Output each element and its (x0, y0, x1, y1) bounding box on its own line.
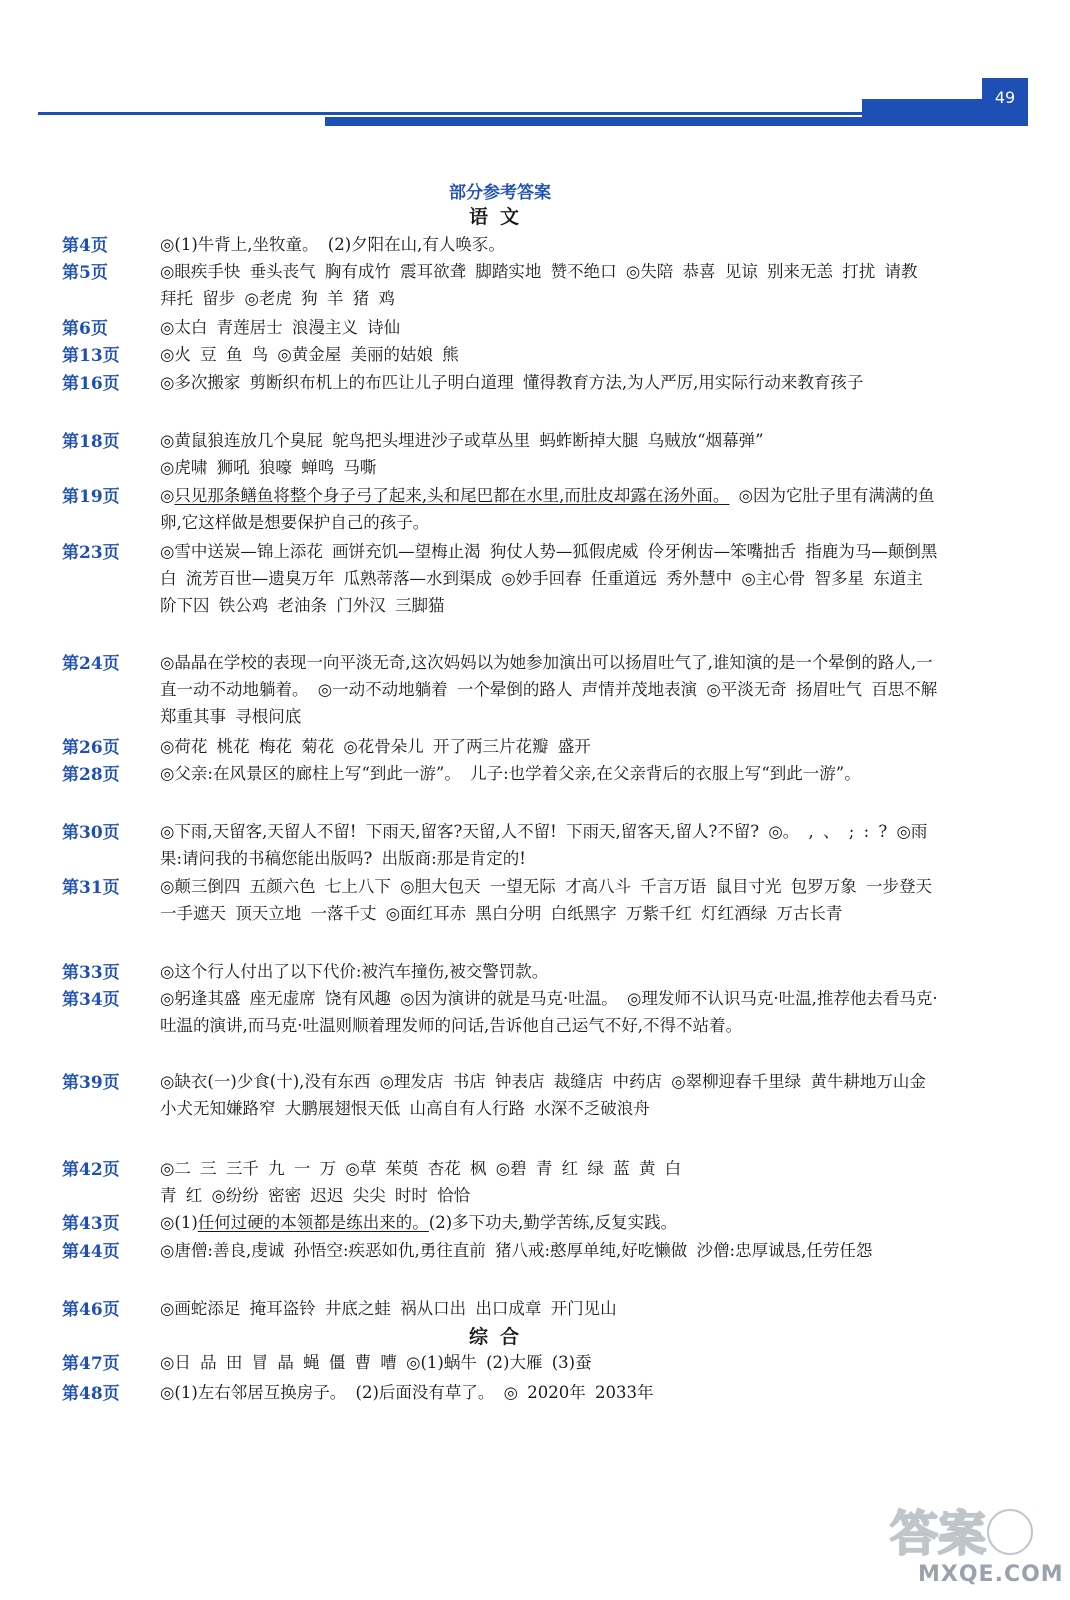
answer-segment: ◎虎啸 狮吼 狼嚎 蝉鸣 马嘶 (160, 458, 377, 477)
answer-entry (62, 1295, 942, 1322)
answer-entry (62, 538, 942, 619)
page-label: 第43页 (62, 1214, 120, 1234)
answer-text (160, 369, 942, 396)
answer-text (160, 873, 942, 927)
answer-text (160, 1068, 942, 1122)
page-label: 第18页 (62, 432, 120, 452)
answer-entry (62, 341, 942, 368)
answer-text (160, 958, 942, 985)
answer-segment: ◎缺衣(一)少食(十),没有东西 ◎理发店 书店 钟表店 裁缝店 中药店 ◎翠柳迎春千里绿 黄牛耕地万山金 小犬无知嫌路窄 大鹏展翅恨天低 山高自有人行路 水深不乏破浪舟 (160, 1072, 926, 1118)
answer-segment: ◎父亲:在风景区的廊柱上写“到此一游”。 儿子:也学着父亲,在父亲背后的衣服上写“到此一游”。 (160, 764, 861, 783)
answer-segment: ◎下雨,天留客,天留人不留! 下雨天,留客?天留,人不留! 下雨天,留客天,留人?不留? ◎。 , 、 ; : ? ◎雨果:请问我的书稿您能出版吗? 出版商:那是肯定的! (160, 822, 928, 868)
answer-segment: ◎太白 青莲居士 浪漫主义 诗仙 (160, 318, 401, 337)
answer-text (160, 1155, 942, 1209)
underlined-answer: 任何过硬的本领都是练出来的。 (197, 1213, 429, 1232)
underlined-answer: 只见那条鳝鱼将整个身子弓了起来,头和尾巴都在水里,而肚皮却露在汤外面。 (174, 486, 730, 505)
page-label: 第31页 (62, 878, 120, 898)
answer-entry (62, 231, 942, 258)
page-label: 第42页 (62, 1160, 120, 1180)
answer-entry (62, 427, 942, 481)
answer-entry (62, 818, 942, 872)
answer-entry (62, 482, 942, 536)
answer-text (160, 760, 942, 787)
answer-entry (62, 985, 942, 1039)
header-bar (325, 117, 1028, 126)
page-label: 第44页 (62, 1242, 120, 1262)
page-label: 第19页 (62, 487, 120, 507)
page-label: 第47页 (62, 1354, 120, 1374)
page-label: 第48页 (62, 1384, 120, 1404)
answer-text (160, 538, 942, 619)
page-label: 第26页 (62, 738, 120, 758)
page-label: 第28页 (62, 765, 120, 785)
answer-entry (62, 369, 942, 396)
answer-segment: ◎因为它肚子里有满满的鱼卵,它这样做是想要保护自己的孩子。 (160, 486, 935, 532)
answer-segment: ◎这个行人付出了以下代价:被汽车撞伤,被交警罚款。 (160, 962, 549, 981)
answer-segment: (2)多下功夫,勤学苦练,反复实践。 (428, 1213, 678, 1232)
answer-segment: ◎眼疾手快 垂头丧气 胸有成竹 震耳欲聋 脚踏实地 赞不绝口 ◎失陪 恭喜 见谅 别来无恙 打扰 请教 拜托 留步 ◎老虎 狗 羊 猪 鸡 (160, 262, 918, 308)
page-title: 部分参考答案 (449, 183, 551, 203)
answer-text (160, 1349, 942, 1376)
page-label: 第33页 (62, 963, 120, 983)
answer-entry (62, 1349, 942, 1376)
page-label: 第34页 (62, 990, 120, 1010)
answer-text (160, 341, 942, 368)
answer-entry (62, 314, 942, 341)
answer-segment: ◎雪中送炭—锦上添花 画饼充饥—望梅止渴 狗仗人势—狐假虎威 伶牙俐齿—笨嘴拙舌 指鹿为马—颠倒黑白 流芳百世—遗臭万年 瓜熟蒂落—水到渠成 ◎妙手回春 任重道远 秀外慧中 ◎主心骨 智多星 东道主 阶下囚 铁公鸡 老油条 门外汉 三脚猫 (160, 542, 938, 615)
answer-segment: ◎多次搬家 剪断织布机上的布匹让儿子明白道理 懂得教育方法,为人严厉,用实际行动来教育孩子 (160, 373, 864, 392)
answer-entry (62, 760, 942, 787)
answer-text (160, 231, 942, 258)
answer-entry (62, 1237, 942, 1264)
page-label: 第4页 (62, 236, 108, 256)
answer-entry (62, 1068, 942, 1122)
answer-text (160, 1379, 942, 1406)
answer-segment: 青 红 ◎纷纷 密密 迟迟 尖尖 时时 恰恰 (160, 1186, 471, 1205)
page-label: 第13页 (62, 346, 120, 366)
answer-segment: ◎晶晶在学校的表现一向平淡无奇,这次妈妈以为她参加演出可以扬眉吐气了,谁知演的是一个晕倒的路人,一直一动不动地躺着。 ◎一动不动地躺着 一个晕倒的路人 声情并茂地表演 ◎平淡无奇 扬眉吐气 百思不解 郑重其事 寻根问底 (160, 653, 938, 726)
answer-segment: ◎躬逢其盛 座无虚席 饶有风趣 ◎因为演讲的就是马克·吐温。 ◎理发师不认识马克·吐温,推荐他去看马克·吐温的演讲,而马克·吐温则顺着理发师的问话,告诉他自己运气不好,不得不站着。 (160, 989, 938, 1035)
watermark-url: MXQE.COM (918, 1562, 1064, 1587)
page-label: 第30页 (62, 823, 120, 843)
answer-entry (62, 258, 942, 312)
answer-entry (62, 873, 942, 927)
answer-text (160, 733, 942, 760)
answer-entry (62, 733, 942, 760)
page-label: 第16页 (62, 374, 120, 394)
answer-entry (62, 649, 942, 730)
answer-segment: ◎日 品 田 冒 晶 蝇 僵 曹 嘈 ◎(1)蜗牛 (2)大雁 (3)蚕 (160, 1353, 592, 1372)
answer-text (160, 482, 942, 536)
answer-entry (62, 1155, 942, 1209)
answer-text (160, 314, 942, 341)
answer-segment: ◎(1)牛背上,坐牧童。 (2)夕阳在山,有人唤豕。 (160, 235, 505, 254)
answer-text (160, 427, 942, 481)
page-label: 第24页 (62, 654, 120, 674)
answer-segment: ◎唐僧:善良,虔诚 孙悟空:疾恶如仇,勇往直前 猪八戒:憨厚单纯,好吃懒做 沙僧:忠厚诚恳,任劳任怨 (160, 1241, 873, 1260)
answer-entry (62, 958, 942, 985)
answer-text (160, 1237, 942, 1264)
answer-segment: ◎(1)左右邻居互换房子。 (2)后面没有草了。 ◎ 2020年 2033年 (160, 1383, 654, 1402)
subject-heading-comprehensive: 综合 (468, 1326, 531, 1348)
answer-text (160, 818, 942, 872)
answer-text (160, 985, 942, 1039)
answer-text (160, 258, 942, 312)
page-label: 第6页 (62, 319, 108, 339)
answer-segment: ◎画蛇添足 掩耳盗铃 井底之蛙 祸从口出 出口成章 开门见山 (160, 1299, 617, 1318)
svg-text:答案: 答案 (890, 1506, 987, 1562)
answer-entry (62, 1379, 942, 1406)
answer-segment: ◎荷花 桃花 梅花 菊花 ◎花骨朵儿 开了两三片花瓣 盛开 (160, 737, 591, 756)
page-label: 第5页 (62, 263, 108, 283)
subject-heading-chinese: 语文 (468, 206, 531, 228)
answer-segment: ◎颠三倒四 五颜六色 七上八下 ◎胆大包天 一望无际 才高八斗 千言万语 鼠目寸光 包罗万象 一步登天 一手遮天 顶天立地 一落千丈 ◎面红耳赤 黑白分明 白纸黑字 万紫千红 灯红酒绿 万古长青 (160, 877, 932, 923)
page-label: 第46页 (62, 1300, 120, 1320)
answer-segment: ◎火 豆 鱼 鸟 ◎黄金屋 美丽的姑娘 熊 (160, 345, 459, 364)
answer-text (160, 1295, 942, 1322)
page-label: 第39页 (62, 1073, 120, 1093)
answer-text (160, 1209, 942, 1236)
answer-segment: ◎黄鼠狼连放几个臭屁 鸵鸟把头埋进沙子或草丛里 蚂蚱断掉大腿 乌贼放“烟幕弹” (160, 431, 764, 450)
answer-segment: ◎二 三 三千 九 一 万 ◎草 茱萸 杏花 枫 ◎碧 青 红 绿 蓝 黄 白 (160, 1159, 682, 1178)
answer-segment: ◎(1) (160, 1213, 198, 1232)
answer-text (160, 649, 942, 730)
answer-entry (62, 1209, 942, 1236)
page-label: 第23页 (62, 543, 120, 563)
page-number: 49 (982, 78, 1028, 118)
answer-segment: ◎ (160, 486, 175, 505)
